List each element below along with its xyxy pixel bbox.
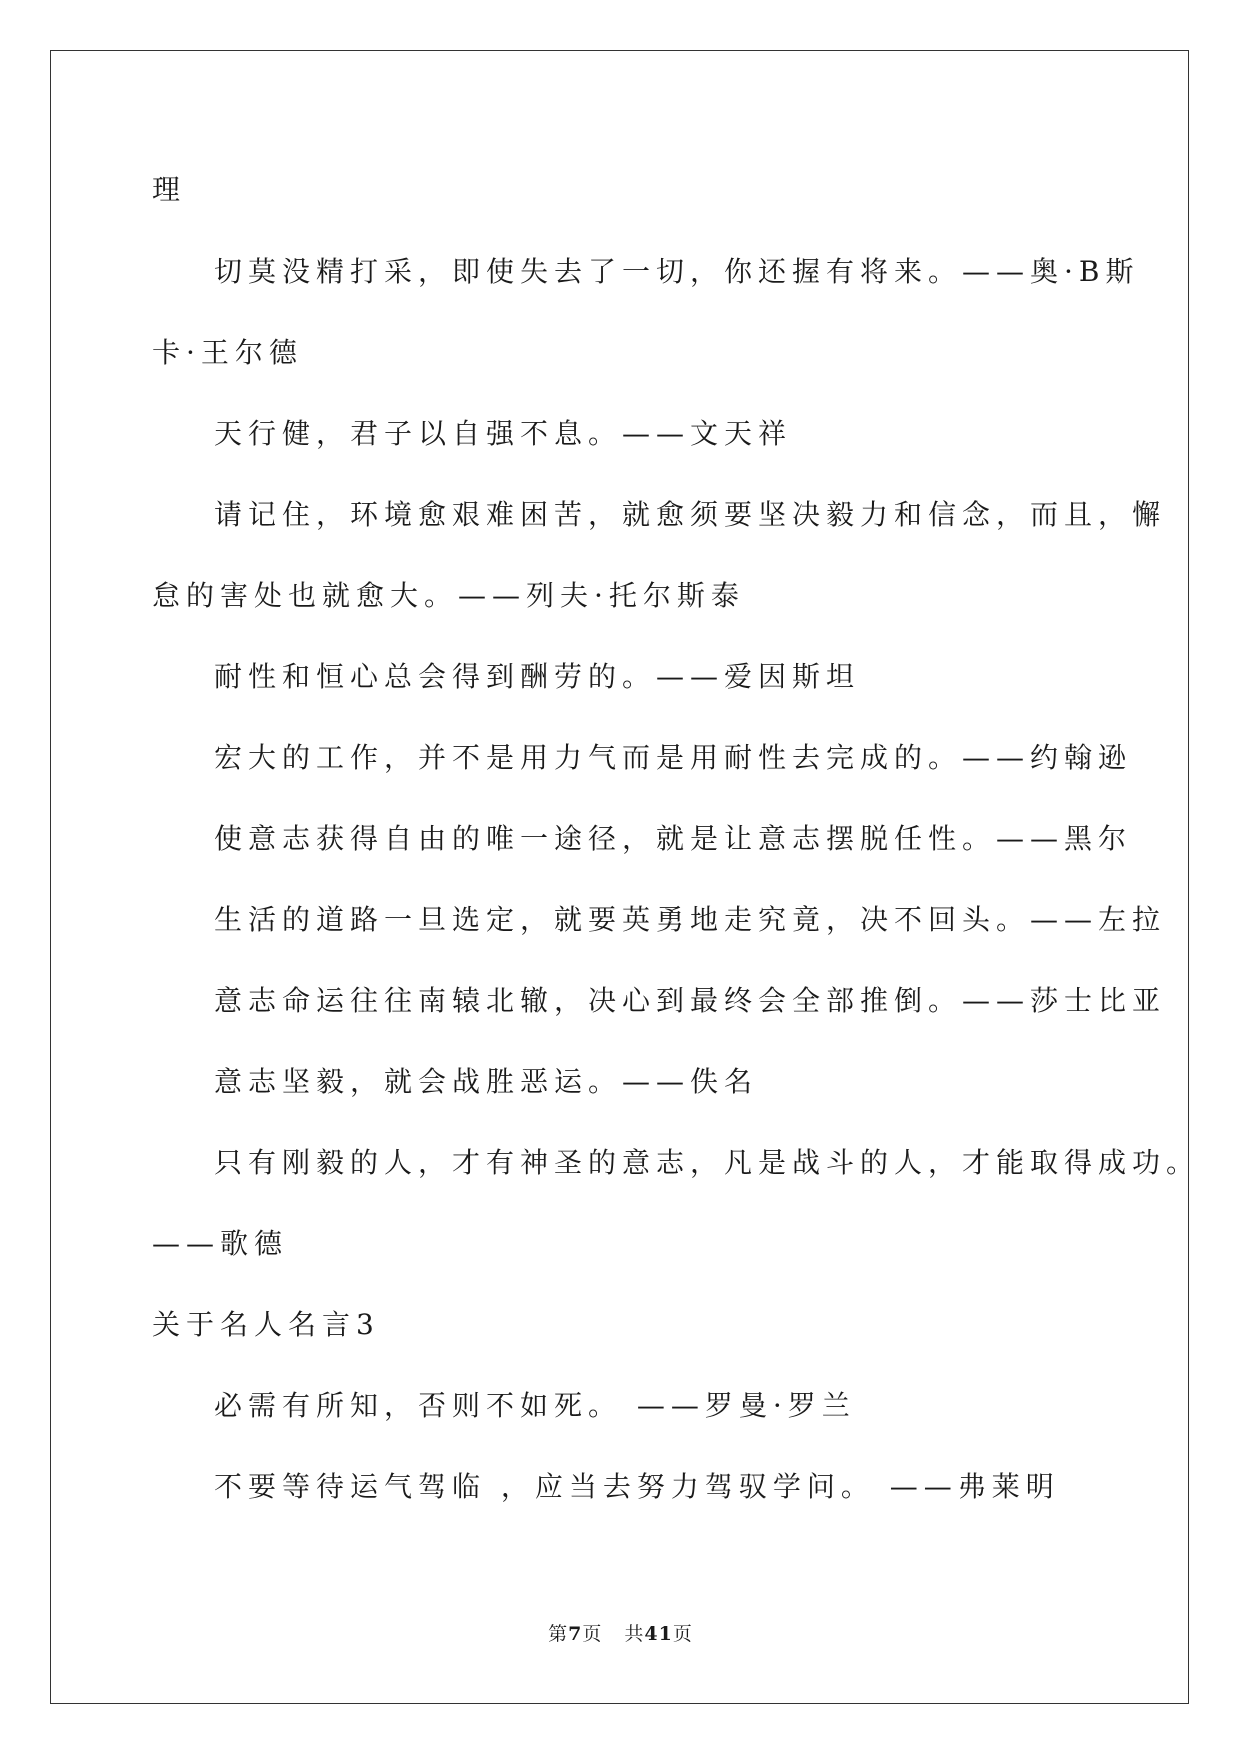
quote-goethe-line-2: ——歌德 <box>152 1227 289 1260</box>
quote-goethe-line-1: 只有刚毅的人，才有神圣的意志，凡是战斗的人，才能取得成功。 <box>214 1146 1201 1179</box>
footer-page-word: 页 <box>582 1623 603 1645</box>
footer-total-suffix: 页 <box>672 1623 693 1645</box>
quote-einstein: 耐性和恒心总会得到酬劳的。——爱因斯坦 <box>214 660 861 693</box>
page-border <box>50 50 1189 1704</box>
quote-tolstoy-line-2: 怠的害处也就愈大。——列夫·托尔斯泰 <box>152 579 745 612</box>
quote-wen-tianxiang: 天行健，君子以自强不息。——文天祥 <box>214 417 793 450</box>
quote-rolland: 必需有所知，否则不如死。 ——罗曼·罗兰 <box>214 1389 856 1422</box>
quote-zola: 生活的道路一旦选定，就要英勇地走究竟，决不回头。——左拉 <box>214 903 1167 936</box>
footer-current-page: 7 <box>568 1623 583 1645</box>
footer-total-pages: 41 <box>644 1623 673 1645</box>
quote-tolstoy-line-1: 请记住，环境愈艰难困苦，就愈须要坚决毅力和信念，而且，懈 <box>214 498 1167 531</box>
section-heading: 关于名人名言3 <box>152 1308 380 1341</box>
quote-wilde-line-1: 切莫没精打采，即使失去了一切，你还握有将来。——奥·B斯 <box>214 255 1140 288</box>
quote-hale: 使意志获得自由的唯一途径，就是让意志摆脱任性。——黑尔 <box>214 822 1133 855</box>
footer-total-prefix: 共 <box>624 1623 645 1645</box>
quote-wilde-line-2: 卡·王尔德 <box>152 336 303 369</box>
quote-shakespeare: 意志命运往往南辕北辙，决心到最终会全部推倒。——莎士比亚 <box>214 984 1167 1017</box>
page-footer <box>0 1622 1241 1646</box>
text-line-1: 理 <box>152 173 187 206</box>
quote-anonymous: 意志坚毅，就会战胜恶运。——佚名 <box>214 1065 759 1098</box>
quote-johnson: 宏大的工作，并不是用力气而是用耐性去完成的。——约翰逊 <box>214 741 1133 774</box>
quote-fleming: 不要等待运气驾临 ，应当去努力驾驭学问。 ——弗莱明 <box>214 1470 1060 1503</box>
footer-prefix: 第 <box>548 1623 569 1645</box>
